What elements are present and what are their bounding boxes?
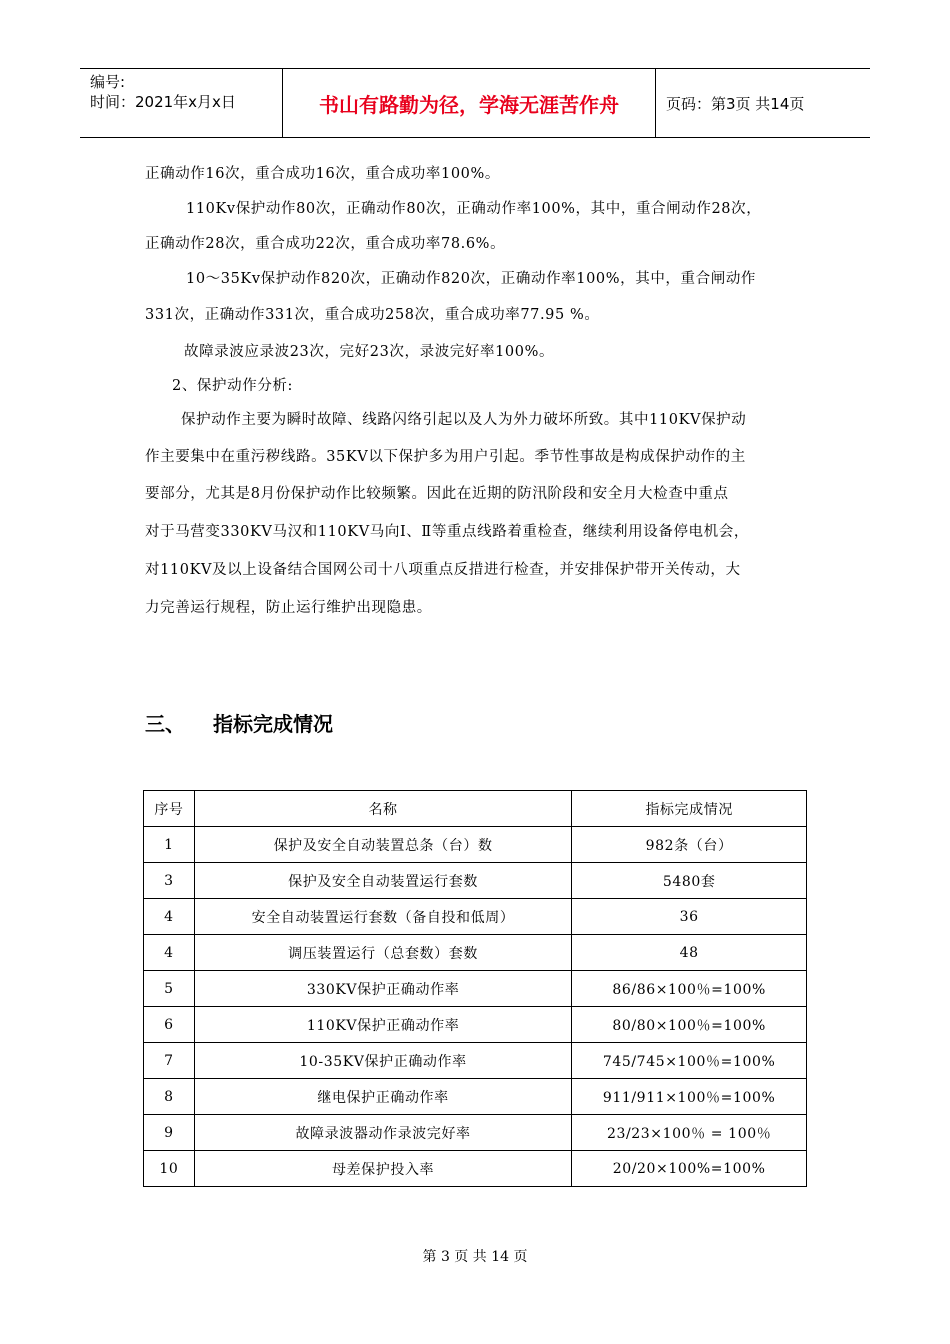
row-index: 4 [144, 935, 195, 971]
paragraph-line: 331次，正确动作331次，重合成功258次，重合成功率77.95 %。 [145, 307, 600, 323]
table-row [144, 1115, 807, 1151]
header-cell-result: 指标完成情况 [572, 791, 807, 827]
row-index: 5 [144, 971, 195, 1007]
row-index: 7 [144, 1043, 195, 1079]
row-result: 86/86×100％=100% [572, 971, 807, 1007]
section-number: 三、 [145, 712, 185, 736]
row-index: 4 [144, 899, 195, 935]
row-result: 36 [572, 899, 807, 935]
table-row [144, 971, 807, 1007]
paragraph-line: 力完善运行规程，防止运行维护出现隐患。 [145, 600, 432, 616]
row-name: 安全自动装置运行套数（备自投和低周） [194, 899, 571, 935]
paragraph-line: 10～35Kv保护动作820次，正确动作820次，正确动作率100%，其中，重合闸动作 [186, 271, 757, 287]
indicator-table [143, 790, 807, 1187]
page-footer: 第 3 页 共 14 页 [422, 1249, 528, 1265]
paragraph-line: 对110KV及以上设备结合国网公司十八项重点反措进行检查，并安排保护带开关传动，大 [145, 562, 741, 578]
row-name: 调压装置运行（总套数）套数 [194, 935, 571, 971]
header-page-label: 页码：第3页 共14页 [666, 94, 805, 113]
table-row [144, 1079, 807, 1115]
row-index: 8 [144, 1079, 195, 1115]
row-name: 10-35KV保护正确动作率 [194, 1043, 571, 1079]
row-name: 110KV保护正确动作率 [194, 1007, 571, 1043]
table-row [144, 899, 807, 935]
row-result: 20/20×100%=100% [572, 1151, 807, 1187]
row-name: 保护及安全自动装置运行套数 [194, 863, 571, 899]
row-result: 23/23×100％ = 100％ [572, 1115, 807, 1151]
row-index: 9 [144, 1115, 195, 1151]
time-label: 时间：2021年x月x日 [90, 93, 236, 111]
header-cell-name: 名称 [194, 791, 571, 827]
row-result: 911/911×100％=100% [572, 1079, 807, 1115]
row-result: 48 [572, 935, 807, 971]
header-cell-index: 序号 [144, 791, 195, 827]
section-title-text: 指标完成情况 [213, 712, 333, 736]
paragraph-line: 作主要集中在重污秽线路。35KV以下保护多为用户引起。季节性事故是构成保护动作的主 [145, 449, 746, 465]
paragraph-line: 对于马营变330KV马汉和110KV马向Ⅰ、Ⅱ等重点线路着重检查，继续利用设备停电机会， [145, 524, 749, 540]
row-name: 母差保护投入率 [194, 1151, 571, 1187]
header-meta [80, 69, 282, 137]
page-header [80, 68, 870, 138]
table-row [144, 827, 807, 863]
paragraph-line: 要部分，尤其是8月份保护动作比较频繁。因此在近期的防汛阶段和安全月大检查中重点 [145, 486, 729, 502]
row-name: 保护及安全自动装置总条（台）数 [194, 827, 571, 863]
table-row [144, 1007, 807, 1043]
row-result: 745/745×100％=100% [572, 1043, 807, 1079]
row-name: 继电保护正确动作率 [194, 1079, 571, 1115]
table-row [144, 1043, 807, 1079]
section-title [145, 708, 333, 737]
row-result: 80/80×100％=100% [572, 1007, 807, 1043]
serial-label: 编号: [90, 73, 126, 91]
row-index: 3 [144, 863, 195, 899]
row-index: 1 [144, 827, 195, 863]
row-index: 6 [144, 1007, 195, 1043]
row-index: 10 [144, 1151, 195, 1187]
subsection-heading: 2、保护动作分析: [172, 378, 294, 394]
row-result: 5480套 [572, 863, 807, 899]
paragraph-line: 正确动作16次，重合成功16次，重合成功率100%。 [145, 166, 500, 182]
row-name: 故障录波器动作录波完好率 [194, 1115, 571, 1151]
row-name: 330KV保护正确动作率 [194, 971, 571, 1007]
table-header-row [144, 791, 807, 827]
header-motto: 书山有路勤为径，学海无涯苦作舟 [282, 69, 656, 137]
row-result: 982条（台） [572, 827, 807, 863]
paragraph-line: 故障录波应录波23次，完好23次，录波完好率100%。 [184, 344, 555, 360]
table-row [144, 935, 807, 971]
paragraph-line: 保护动作主要为瞬时故障、线路闪络引起以及人为外力破坏所致。其中110KV保护动 [181, 412, 747, 428]
paragraph-line: 110Kv保护动作80次，正确动作80次，正确动作率100%，其中，重合闸动作28次， [186, 201, 762, 217]
table-row [144, 863, 807, 899]
paragraph-line: 正确动作28次，重合成功22次，重合成功率78.6%。 [145, 236, 506, 252]
table-row [144, 1151, 807, 1187]
